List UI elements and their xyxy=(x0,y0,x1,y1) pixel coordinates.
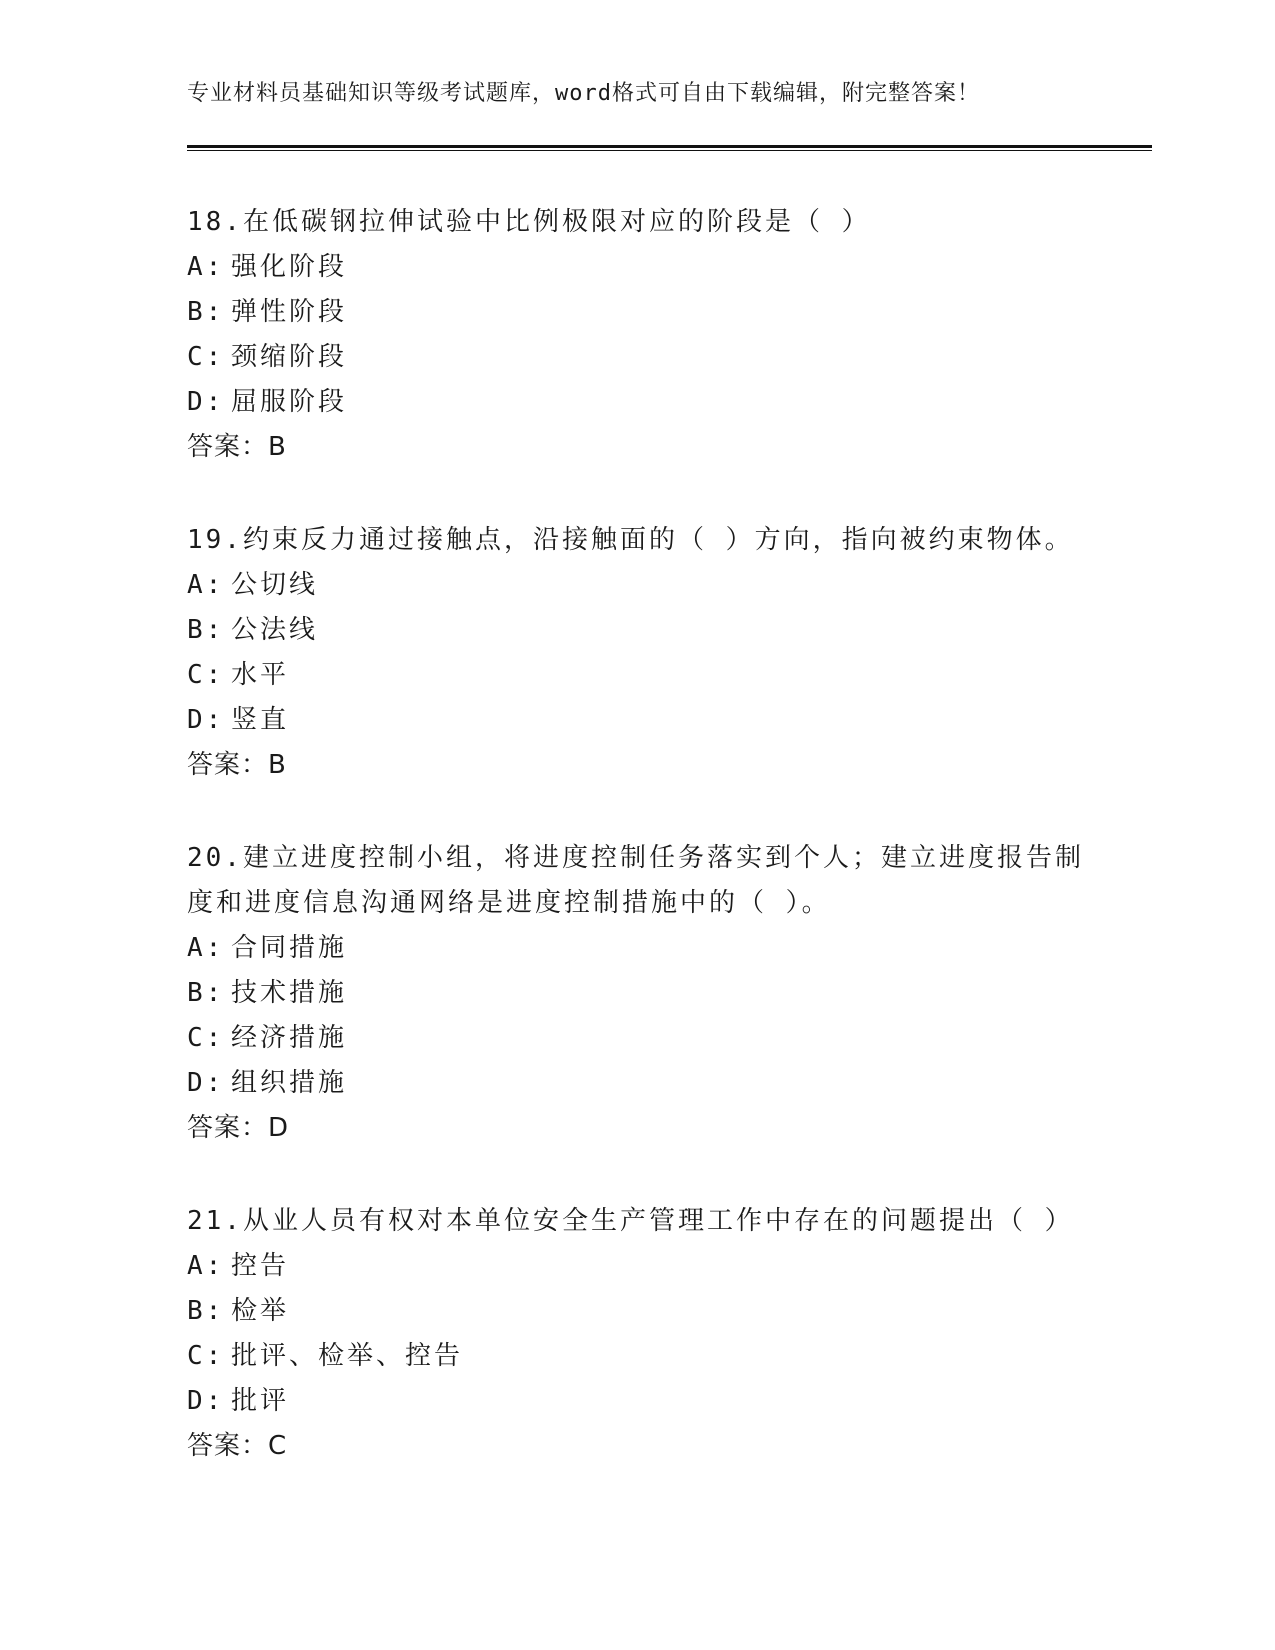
option-key: C: xyxy=(187,342,225,372)
option-text: 公切线 xyxy=(231,570,319,600)
option-key: A: xyxy=(187,252,225,282)
option-key: D: xyxy=(187,387,225,417)
option-key: D: xyxy=(187,1386,225,1416)
option-a xyxy=(187,926,1087,971)
option-a xyxy=(187,245,1087,290)
question-list xyxy=(187,200,1087,1517)
question-stem: 20.建立进度控制小组，将进度控制任务落实到个人；建立进度报告制度和进度信息沟通网络是进度控制措施中的（ ）。 xyxy=(187,843,1084,918)
option-text: 弹性阶段 xyxy=(231,297,348,327)
question-stem: 18.在低碳钢拉伸试验中比例极限对应的阶段是（ ） xyxy=(187,207,871,237)
option-text: 竖直 xyxy=(231,705,290,735)
option-text: 组织措施 xyxy=(231,1068,348,1098)
option-text: 技术措施 xyxy=(231,978,348,1008)
header-divider-thin xyxy=(187,150,1152,151)
option-d xyxy=(187,1379,1087,1424)
option-key: B: xyxy=(187,615,225,645)
option-key: A: xyxy=(187,933,225,963)
page-header: 专业材料员基础知识等级考试题库，word格式可自由下载编辑，附完整答案！ xyxy=(187,81,980,106)
option-key: C: xyxy=(187,1341,225,1371)
option-key: C: xyxy=(187,1023,225,1053)
option-text: 控告 xyxy=(231,1251,290,1281)
option-key: B: xyxy=(187,978,225,1008)
option-text: 批评、检举、控告 xyxy=(231,1341,464,1371)
option-text: 屈服阶段 xyxy=(231,387,348,417)
option-text: 检举 xyxy=(231,1296,290,1326)
option-b xyxy=(187,290,1087,335)
option-key: A: xyxy=(187,570,225,600)
answer: 答案：C xyxy=(187,1431,288,1461)
option-a xyxy=(187,1244,1087,1289)
option-text: 水平 xyxy=(231,660,290,690)
option-text: 批评 xyxy=(231,1386,290,1416)
option-c xyxy=(187,1334,1087,1379)
option-key: B: xyxy=(187,1296,225,1326)
answer: 答案：B xyxy=(187,432,287,462)
option-b xyxy=(187,608,1087,653)
option-d xyxy=(187,698,1087,743)
option-key: D: xyxy=(187,705,225,735)
question-18 xyxy=(187,200,1087,470)
question-21 xyxy=(187,1199,1087,1469)
question-20 xyxy=(187,836,1087,1151)
answer: 答案：B xyxy=(187,750,287,780)
option-text: 强化阶段 xyxy=(231,252,348,282)
option-c xyxy=(187,1016,1087,1061)
option-b xyxy=(187,1289,1087,1334)
option-text: 颈缩阶段 xyxy=(231,342,348,372)
option-text: 合同措施 xyxy=(231,933,348,963)
question-stem: 19.约束反力通过接触点，沿接触面的（ ）方向，指向被约束物体。 xyxy=(187,525,1074,555)
option-c xyxy=(187,653,1087,698)
option-b xyxy=(187,971,1087,1016)
option-key: C: xyxy=(187,660,225,690)
option-key: A: xyxy=(187,1251,225,1281)
question-19 xyxy=(187,518,1087,788)
question-stem: 21.从业人员有权对本单位安全生产管理工作中存在的问题提出（ ） xyxy=(187,1206,1074,1236)
option-text: 公法线 xyxy=(231,615,319,645)
option-c xyxy=(187,335,1087,380)
header-divider-thick xyxy=(187,145,1152,148)
option-key: B: xyxy=(187,297,225,327)
option-key: D: xyxy=(187,1068,225,1098)
option-text: 经济措施 xyxy=(231,1023,348,1053)
answer: 答案：D xyxy=(187,1113,290,1143)
option-a xyxy=(187,563,1087,608)
option-d xyxy=(187,1061,1087,1106)
option-d xyxy=(187,380,1087,425)
header-divider xyxy=(187,145,1152,151)
